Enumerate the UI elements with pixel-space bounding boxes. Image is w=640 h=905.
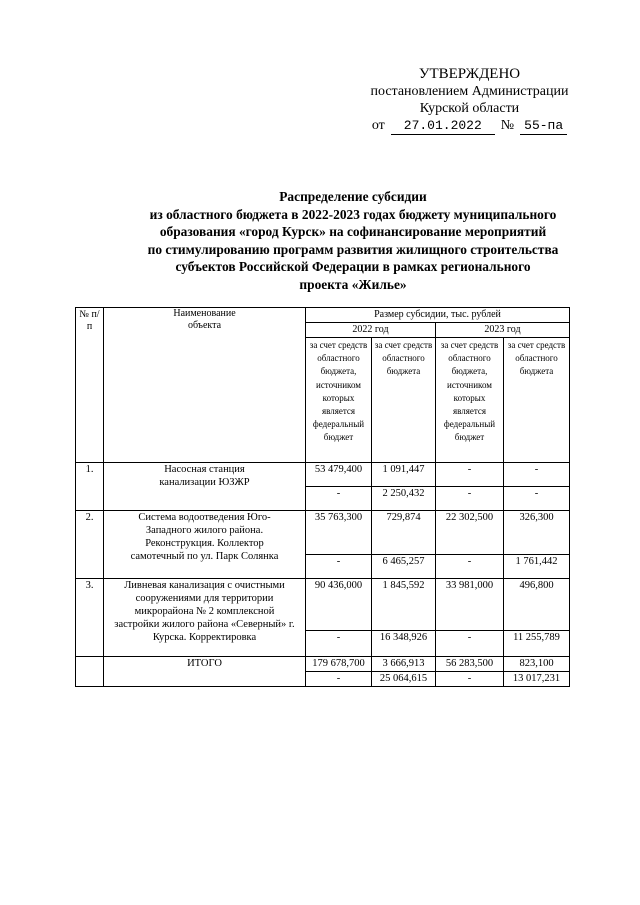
cell-value: -	[504, 463, 570, 487]
col-header-2023: 2023 год	[436, 323, 570, 338]
total-value: -	[306, 672, 372, 687]
row-number: 3.	[76, 579, 104, 657]
total-number-cell	[76, 657, 104, 687]
title-line-3: образования «город Курск» на софинансирование мероприятий	[159, 224, 547, 240]
approval-date-line	[362, 117, 577, 135]
cell-value: 326,300	[504, 511, 570, 555]
col-header-2022-federal: за счет средств областного бюджета, источником которых является федеральный бюджет	[306, 338, 372, 463]
title-line-5: субъектов Российской Федерации в рамках регионального	[175, 259, 531, 275]
total-value: 13 017,231	[504, 672, 570, 687]
cell-value: 33 981,000	[436, 579, 504, 631]
cell-value: -	[306, 487, 372, 511]
total-value: 179 678,700	[306, 657, 372, 672]
approval-date: 27.01.2022	[391, 117, 495, 135]
cell-value: -	[436, 463, 504, 487]
col-header-2023-regional: за счет средств областного бюджета	[504, 338, 570, 463]
col-header-2022-regional: за счет средств областного бюджета	[372, 338, 436, 463]
title-line-2: из областного бюджета в 2022-2023 годах бюджету муниципального	[149, 206, 557, 222]
cell-value: 22 302,500	[436, 511, 504, 555]
title-line-4: по стимулированию программ развития жилищного строительства	[147, 241, 559, 257]
object-name: Насосная станция канализации ЮЗЖР	[104, 463, 306, 511]
object-name: Ливневая канализация с очистными сооружениями для территории микрорайона № 2 комплексной застройки жилого района «Северный» г. Курска. Корректировка	[104, 579, 306, 657]
approval-number: 55-па	[520, 117, 567, 135]
total-value: 25 064,615	[372, 672, 436, 687]
row-number: 2.	[76, 511, 104, 579]
total-value: 56 283,500	[436, 657, 504, 672]
cell-value: 16 348,926	[372, 631, 436, 657]
cell-value: 496,800	[504, 579, 570, 631]
table-row	[76, 511, 570, 555]
total-value: 823,100	[504, 657, 570, 672]
total-row	[76, 657, 570, 672]
approval-line-1: постановлением Администрации	[370, 84, 569, 99]
cell-value: 1 761,442	[504, 555, 570, 579]
number-label: №	[500, 118, 515, 133]
cell-value: 1 845,592	[372, 579, 436, 631]
approval-line-2: Курской области	[419, 101, 520, 116]
document-title	[108, 188, 598, 294]
table-row	[76, 463, 570, 487]
cell-value: 1 091,447	[372, 463, 436, 487]
col-header-2023-federal: за счет средств областного бюджета, источником которых является федеральный бюджет	[436, 338, 504, 463]
cell-value: 729,874	[372, 511, 436, 555]
total-value: 3 666,913	[372, 657, 436, 672]
title-line-1: Распределение субсидии	[279, 189, 427, 204]
from-label: от	[371, 118, 385, 133]
cell-value: -	[306, 555, 372, 579]
subsidy-table	[75, 307, 570, 687]
row-number: 1.	[76, 463, 104, 511]
approval-heading: УТВЕРЖДЕНО	[418, 66, 521, 82]
object-name: Система водоотведения Юго-Западного жилого района. Реконструкция. Коллектор самотечный по ул. Парк Солянка	[104, 511, 306, 579]
cell-value: -	[504, 487, 570, 511]
subsidy-table-wrap	[75, 307, 569, 687]
col-header-name: Наименование объекта	[104, 308, 306, 463]
col-header-2022: 2022 год	[306, 323, 436, 338]
table-row	[76, 579, 570, 631]
cell-value: -	[436, 487, 504, 511]
total-label: ИТОГО	[104, 657, 306, 687]
cell-value: 90 436,000	[306, 579, 372, 631]
cell-value: 53 479,400	[306, 463, 372, 487]
cell-value: 6 465,257	[372, 555, 436, 579]
total-value: -	[436, 672, 504, 687]
col-header-number: № п/п	[76, 308, 104, 463]
cell-value: -	[436, 555, 504, 579]
title-line-6: проекта «Жилье»	[299, 276, 407, 292]
cell-value: 35 763,300	[306, 511, 372, 555]
col-header-subsidy: Размер субсидии, тыс. рублей	[306, 308, 570, 323]
approval-block	[362, 66, 577, 135]
cell-value: -	[436, 631, 504, 657]
cell-value: -	[306, 631, 372, 657]
cell-value: 11 255,789	[504, 631, 570, 657]
cell-value: 2 250,432	[372, 487, 436, 511]
